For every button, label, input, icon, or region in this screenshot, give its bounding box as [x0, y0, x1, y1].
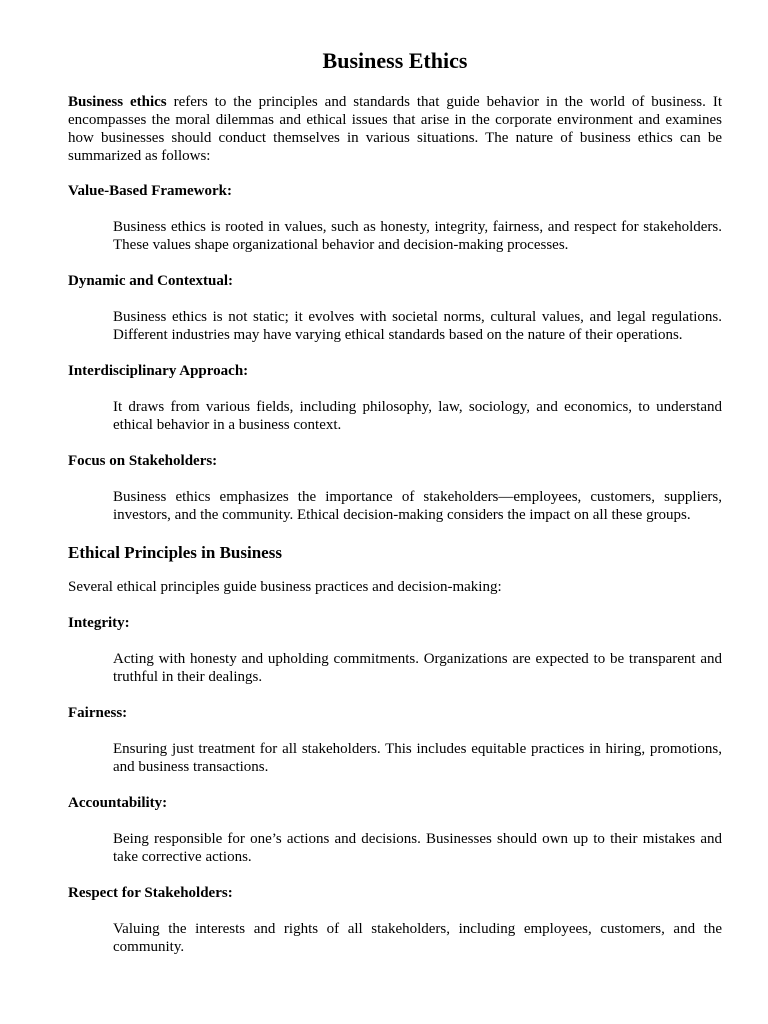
principle-body: Valuing the interests and rights of all stakeholders, including employees, customers, and the community. — [113, 921, 722, 955]
principle-item-fairness — [68, 704, 722, 776]
intro-paragraph — [68, 93, 722, 165]
principle-heading: Fairness: — [68, 705, 128, 721]
intro-text: refers to the principles and standards that guide behavior in the world of business. It encompasses the moral dilemmas and ethical issues that arise in the corporate environment and examines how businesses should conduct themselves in various situations. The nature of business ethics can be summarized as follows: — [68, 94, 722, 164]
nature-item-body: Business ethics is rooted in values, such as honesty, integrity, fairness, and respect for stakeholders. These values shape organizational behavior and decision-making processes. — [113, 219, 722, 253]
nature-item-body: Business ethics is not static; it evolves with societal norms, cultural values, and legal regulations. Different industries may have varying ethical standards based on the nature of their operations. — [113, 309, 722, 343]
nature-item-heading: Dynamic and Contextual: — [68, 273, 234, 289]
nature-item-heading: Interdisciplinary Approach: — [68, 363, 249, 379]
principles-section-heading: Ethical Principles in Business — [68, 543, 282, 562]
nature-item-body: It draws from various fields, including philosophy, law, sociology, and economics, to understand ethical behavior in a business context. — [113, 399, 722, 433]
intro-bold-lead: Business ethics — [68, 94, 167, 110]
principle-body: Acting with honesty and upholding commitments. Organizations are expected to be transparent and truthful in their dealings. — [113, 651, 722, 685]
principle-item-accountability — [68, 794, 722, 866]
principle-item-integrity — [68, 614, 722, 686]
nature-item-2 — [68, 272, 722, 344]
nature-item-heading: Focus on Stakeholders: — [68, 453, 218, 469]
principles-lead: Several ethical principles guide business practices and decision-making: — [68, 579, 502, 595]
principle-body: Ensuring just treatment for all stakeholders. This includes equitable practices in hiring, promotions, and business transactions. — [113, 741, 722, 775]
principle-heading: Accountability: — [68, 795, 168, 811]
document-title: Business Ethics — [322, 48, 468, 73]
nature-item-3 — [68, 362, 722, 434]
nature-item-4 — [68, 452, 722, 524]
nature-item-heading: Value-Based Framework: — [68, 183, 233, 199]
nature-item-1 — [68, 182, 722, 254]
principle-heading: Integrity: — [68, 615, 130, 631]
nature-item-body: Business ethics emphasizes the importance of stakeholders—employees, customers, suppliers, investors, and the community. Ethical decision-making considers the impact on all these groups. — [113, 489, 722, 523]
principle-item-respect — [68, 884, 722, 956]
principle-heading: Respect for Stakeholders: — [68, 885, 233, 901]
principle-body: Being responsible for one’s actions and decisions. Businesses should own up to their mistakes and take corrective actions. — [113, 831, 722, 865]
